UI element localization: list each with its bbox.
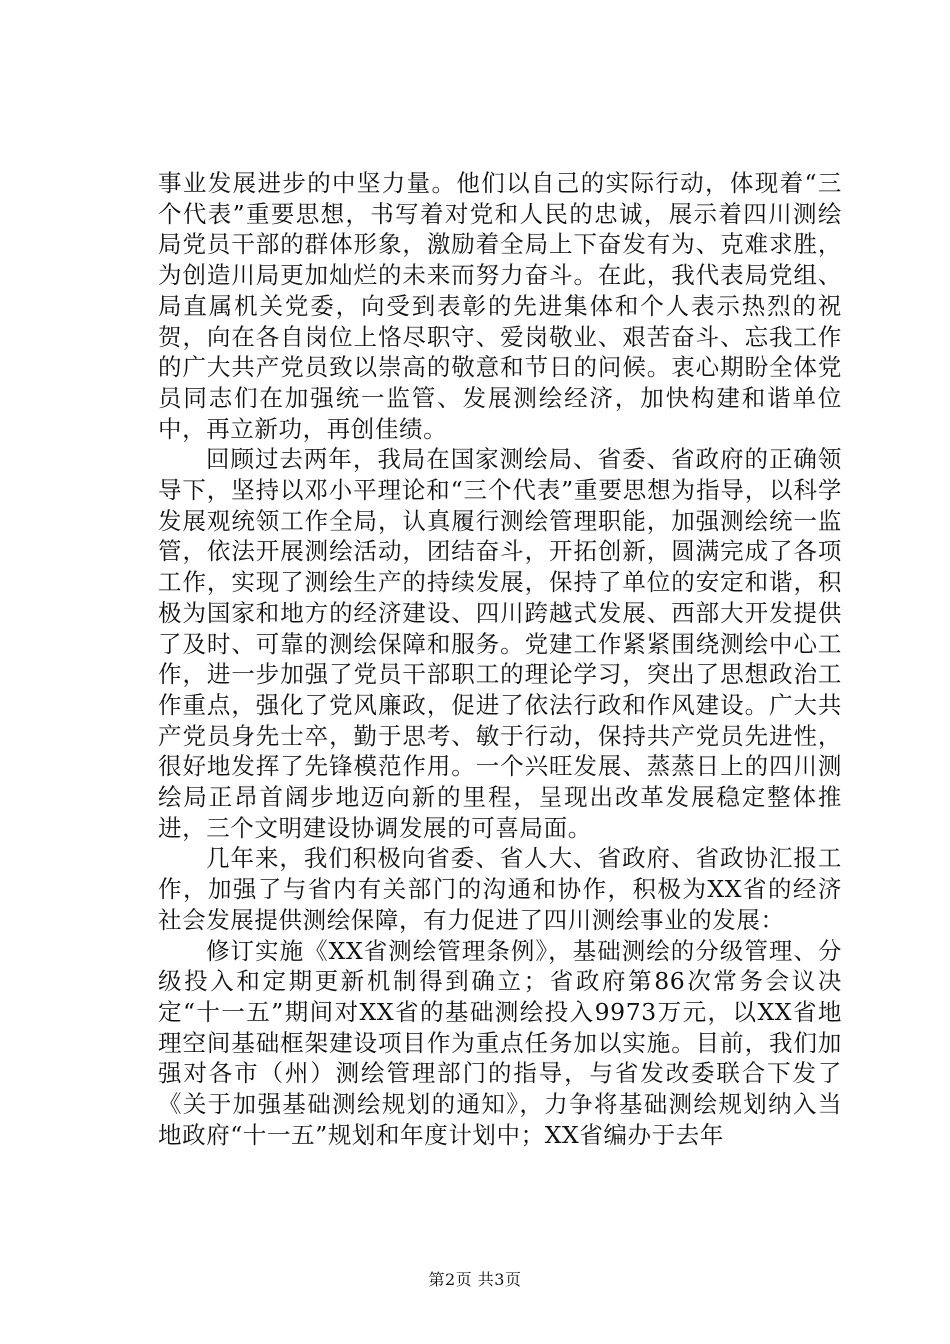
paragraph-regulation: 修订实施《XX省测绘管理条例》，基础测绘的分级管理、分级投入和定期更新机制得到确立；省政府第86次常务会议决定“十一五”期间对XX省的基础测绘投入9973万元，以XX省地理空间基础框架建设项目作为重点任务加以实施。目前，我们加强对各市（州）测绘管理部门的指导，与省发改委联合下发了《关于加强基础测绘规划的通知》，力争将基础测绘规划纳入当地政府“十一五”规划和年度计划中；XX省编办于去年 bbox=[158, 936, 842, 1149]
page-footer bbox=[0, 1270, 950, 1290]
paragraph-continuation: 事业发展进步的中坚力量。他们以自己的实际行动，体现着“三个代表”重要思想，书写着对党和人民的忠诚，展示着四川测绘局党员干部的群体形象，激励着全局上下奋发有为、克难求胜，为创造川局更加灿烂的未来而努力奋斗。在此，我代表局党组、局直属机关党委，向受到表彰的先进集体和个人表示热烈的祝贺，向在各自岗位上恪尽职守、爱岗敬业、艰苦奋斗、忘我工作的广大共产党员致以崇高的敬意和节日的问候。衷心期盼全体党员同志们在加强统一监管、发展测绘经济，加快构建和谐单位中，再立新功，再创佳绩。 bbox=[158, 169, 842, 443]
paragraph-report: 几年来，我们积极向省委、省人大、省政府、省政协汇报工作，加强了与省内有关部门的沟通和协作，积极为XX省的经济社会发展提供测绘保障，有力促进了四川测绘事业的发展： bbox=[158, 844, 842, 934]
page-number: 第2页 共3页 bbox=[428, 1270, 522, 1289]
paragraph-review: 回顾过去两年，我局在国家测绘局、省委、省政府的正确领导下，坚持以邓小平理论和“三个代表”重要思想为指导，以科学发展观统领工作全局，认真履行测绘管理职能，加强测绘统一监管，依法开展测绘活动，团结奋斗，开拓创新，圆满完成了各项工作，实现了测绘生产的持续发展，保持了单位的安定和谐，积极为国家和地方的经济建设、四川跨越式发展、西部大开发提供了及时、可靠的测绘保障和服务。党建工作紧紧围绕测绘中心工作，进一步加强了党员干部职工的理论学习，突出了思想政治工作重点，强化了党风廉政，促进了依法行政和作风建设。广大共产党员身先士卒，勤于思考、敏于行动，保持共产党员先进性，很好地发挥了先锋模范作用。一个兴旺发展、蒸蒸日上的四川测绘局正昂首阔步地迈向新的里程，呈现出改革发展稳定整体推进，三个文明建设协调发展的可喜局面。 bbox=[158, 445, 842, 842]
body-text bbox=[158, 168, 842, 1151]
